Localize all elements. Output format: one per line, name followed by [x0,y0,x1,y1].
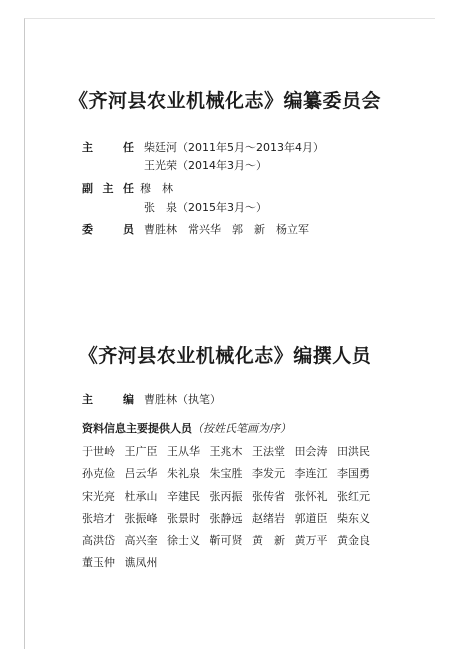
provider-name: 李连江 [294,467,328,481]
provider-name: 张培才 [82,511,115,525]
provider-name: 靳可贤 [209,534,243,548]
role-char: 任 [123,182,134,195]
director-2: 王光荣（2014年3月～） [144,159,267,172]
provider-name: 徐士义 [167,534,200,548]
editor-role-label [82,391,134,407]
provider-name: 辛建民 [167,489,200,503]
staff-title: 《齐河县农业机械化志》编撰人员 [78,345,372,367]
provider-name: 杜承山 [124,489,158,503]
role-char: 委 [82,223,93,236]
role-char: 副 [82,182,93,195]
provider-name: 黄 新 [252,534,285,548]
deputy-2: 张 泉（2015年3月～） [144,201,267,214]
provider-name: 李发元 [252,467,285,481]
providers-note: （按姓氏笔画为序） [192,422,291,435]
role-char: 编 [123,393,134,406]
provider-name: 张振峰 [124,511,158,525]
provider-name: 郭道臣 [294,511,328,525]
provider-name: 张传省 [252,489,285,503]
editor-name: 曹胜林（执笔） [144,393,221,406]
provider-name: 王从华 [167,445,200,458]
provider-name: 王广臣 [124,445,158,458]
committee-title: 《齐河县农业机械化志》编纂委员会 [68,90,381,112]
provider-name: 谯凤州 [124,556,158,570]
members-list: 曹胜林 常兴华 郭 新 杨立军 [144,223,309,236]
provider-name: 高兴奎 [124,534,158,548]
provider-name: 田会涛 [294,445,328,458]
member-role-label [82,221,134,237]
provider-name: 张景时 [167,511,200,525]
provider-name: 孙克俭 [82,467,115,481]
provider-name: 黄金良 [337,534,370,548]
role-char: 主 [82,393,93,406]
provider-name: 张丙振 [209,489,243,503]
role-char: 员 [123,223,134,236]
provider-name: 柴东义 [337,511,370,525]
provider-name: 宋光亮 [82,489,115,503]
provider-name: 于世岭 [82,445,115,458]
providers-heading [82,420,291,436]
provider-name: 朱礼泉 [167,467,200,481]
provider-name: 吕云华 [124,467,158,481]
deputy-1: 穆 林 [140,182,173,195]
role-char: 主 [82,141,93,154]
provider-name: 赵绪岩 [252,511,285,525]
provider-name: 黄万平 [294,534,328,548]
provider-name: 董玉仲 [82,556,115,570]
providers-heading-text: 资料信息主要提供人员 [82,422,192,435]
director-role-label [82,139,134,155]
provider-name: 张怀礼 [294,489,328,503]
deputy-role-label [82,180,134,196]
provider-name: 李国勇 [337,467,370,481]
provider-name: 王兆木 [209,445,243,458]
role-char: 主 [102,182,114,195]
director-1: 柴廷河（2011年5月～2013年4月） [144,141,324,154]
providers-grid [82,443,382,577]
provider-name: 张红元 [337,489,370,503]
provider-name: 田洪民 [337,445,370,458]
role-char: 任 [123,141,134,154]
provider-name: 朱宝胜 [209,467,243,481]
provider-name: 高洪岱 [82,534,115,548]
provider-name: 王法堂 [252,445,285,458]
provider-name: 张静远 [209,511,243,525]
